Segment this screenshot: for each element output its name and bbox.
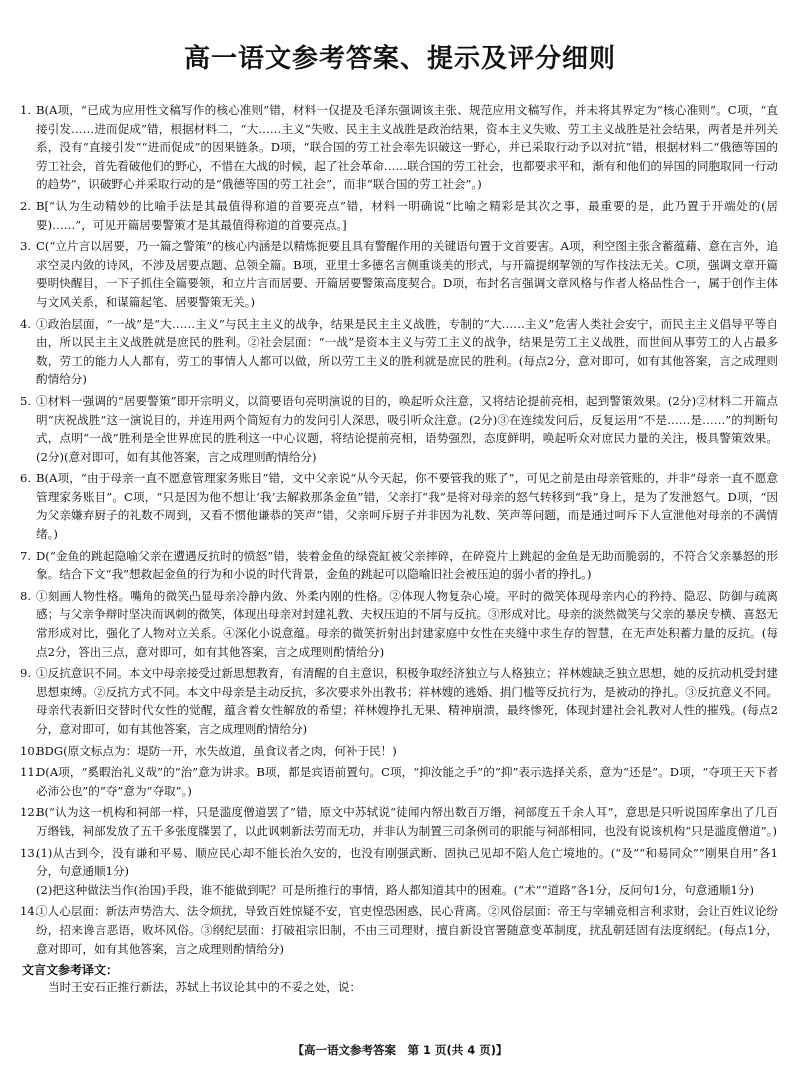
page-title: 高一语文参考答案、提示及评分细则 [183, 44, 616, 74]
answer-item [22, 664, 778, 738]
answer-item [22, 197, 778, 234]
answer-number: 6. [20, 471, 32, 486]
answer-item [22, 803, 778, 840]
answer-text: B(A项，“已成为应用性文稿写作的核心准则”错，材料一仅提及毛泽东强调该主张、规范应用文稿写作，并未将其界定为“核心准则”。C项，“直接引发……进而促成”错，根据材料二，“大……主义”失败、民主主义战胜是政治结果，资本主义失败、劳工主义战胜是社会结果，两者是并列关系，没有“直接引发”“进而促成”的因果链条。D项，“联合国的劳工社会率先识破这一野心，并已采取行动予以对抗”错，根据材料二“俄德等国的劳工社会，首先看破他们的野心，不惜在大战的时候，起了社会革命……联合国的劳工社会，也都要求平和，渐有和他们的异国的同胞取同一行动的趋势”，识破野心并采取行动的是“俄德等国的劳工社会”，而非“联合国的劳工社会”。) [36, 103, 779, 192]
answer-number: 7. [20, 548, 32, 563]
answer-text: (1)从古到今，没有谦和平易、顺应民心却不能长治久安的，也没有刚强武断、固执己见却不陷人危亡境地的。(“及”“和易同众”“刚果自用”各1分，句意通顺1分) [36, 845, 778, 879]
answer-text: B(A项，“由于母亲一直不愿意管理家务账目”错，文中父亲说“从今天起，你不要管我的账了”，可见之前是由母亲管账的，并非“母亲一直不愿意管理家务账目”。C项，“只是因为他不想让‘我’去解救那条金鱼”错，父亲打“我”是将对母亲的怒气转移到“我”身上，是为了发泄怒气。D项，“因为父亲嫌弃厨子的礼数不周到，又看不惯他谦恭的笑声”错，父亲呵斥厨子并非因为礼数、笑声等问题，而是通过呵斥下人宣泄他对母亲的不满情绪。) [36, 471, 778, 542]
answer-number: 3. [20, 239, 32, 254]
answer-subtext: (2)把这种做法当作(治国)手段，谁不能做到呢？可是所推行的事情，路人都知道其中的困难。(“术”“道路”各1分，反问句1分，句意通顺1分) [36, 882, 755, 897]
answer-number: 10. [20, 743, 39, 758]
answer-number: 9. [20, 666, 32, 681]
answer-item [22, 547, 778, 584]
answer-number: 14. [20, 904, 39, 919]
page-footer: 【高一语文参考答案 第 1 页(共 4 页)】 [292, 1043, 508, 1057]
answer-item [22, 101, 778, 194]
answer-item [22, 844, 778, 900]
answer-item [22, 742, 778, 761]
answer-text: B[“认为生动精妙的比喻手法是其最值得称道的首要亮点”错，材料一明确说“比喻之精彩是其次之事，最重要的是，此乃置于开端处的(居要)……”，可见开篇居要警策才是其最值得称道的首要亮点。] [36, 198, 778, 232]
answer-item [22, 587, 778, 661]
answer-text: ①刻画人物性格。嘴角的微笑凸显母亲冷静内敛、外柔内刚的性格。②体现人物复杂心境。平时的微笑体现母亲内心的矜持、隐忍、防御与疏离感；与父亲争辩时坚决而讽刺的微笑，体现出母亲对封建礼教、夫权压迫的不屑与反抗。③形成对比。母亲的淡然微笑与父亲的暴戾专横、喜怒无常形成对比，强化了人物对立关系。④深化小说意蕴。母亲的微笑折射出封建家庭中女性在夹缝中求生存的智慧，在无声处积蓄力量的反抗。(每点2分，答出三点，意对即可，如有其他答案，言之成理则酌情给分) [36, 588, 779, 659]
answer-number: 13. [20, 845, 39, 860]
answer-item [22, 763, 778, 800]
answer-text: B(“认为这一机构和祠部一样，只是滥度僧道罢了”错，原文中苏轼说“徒闻内帑出数百万缗，祠部度五千余人耳”，意思是只听说国库拿出了几百万缗钱，祠部发放了五千多张度牒罢了，以此讽刺新法劳而无功，并非认为制置三司条例司的职能与祠部相同，也没有说该机构“只是滥度僧道”。) [36, 805, 778, 838]
answer-text: ①材料一强调的“居要警策”即开宗明义，以简要语句亮明演说的目的，唤起听众注意，又将结论提前亮相，起到警策效果。(2分)②材料二开篇点明“庆祝战胜”这一演说目的，并连用两个简短有力的发问引人深思，吸引听众注意。(2分)③在连续发问后，反复运用“不是……是……”的判断句式，点明“一战”胜利是全世界庶民的胜利这一中心议题，将结论提前亮相，语势强烈，态度鲜明，唤起听众对庶民力量的关注，极具警策效果。(2分)(意对即可，如有其他答案，言之成理则酌情给分) [36, 393, 778, 464]
answer-item [22, 902, 778, 958]
answer-item [22, 237, 778, 311]
answer-number: 1. [20, 103, 32, 117]
answer-text: ①政治层面，“一战”是“大……主义”与民主主义的战争，结果是民主主义战胜，专制的“大……主义”危害人类社会安宁，而民主主义倡导平等自由，所以民主主义战胜就是庶民的胜利。②社会层面：“一战”是资本主义与劳工主义的战争，结果是劳工主义战胜，而世间从事劳工的人占最多数，劳工的能力人人都有，劳工的事情人人都可以做，所以劳工主义的胜利就是庶民的胜利。(每点2分，意对即可，如有其他答案，言之成理则酌情给分) [36, 316, 778, 387]
answer-number: 12. [20, 805, 39, 820]
answer-text: BDG(原文标点为：堤防一开，水失故道，虽食议者之肉，何补于民！) [36, 743, 397, 758]
answer-text: D(A项，“奚暇治礼义哉”的“治”意为讲求。B项，都是宾语前置句。C项，“抑汝能之手”的“抑”表示选择关系，意为“还是”。D项，“夺项王天下者必沛公也”的“夺”意为“夺取”。) [36, 765, 778, 798]
answer-number: 4. [20, 316, 32, 331]
answer-text: ①人心层面：新法声势浩大、法令烦扰，导致百姓惊疑不安，官吏惶恐困惑，民心背离。②风俗层面：帝王与宰辅竞相言利求财，会让百姓议论纷纷，招来谗言恶语，败坏风俗。③纲纪层面：打破祖宗旧制，不由三司理财，擅自新设官署随意变革制度，扰乱朝廷固有法度纲纪。(每点1分，意对即可，如有其他答案，言之成理则酌情给分) [36, 904, 779, 956]
answer-list [22, 101, 778, 958]
answer-number: 11. [20, 765, 39, 780]
translation-text: 当时王安石正推行新法，苏轼上书议论其中的不妥之处，说： [48, 980, 362, 995]
answer-item [22, 315, 778, 389]
answer-item [22, 469, 778, 543]
answer-number: 2. [20, 198, 32, 213]
section-title: 文言文参考译文： [22, 963, 119, 978]
answer-text: ①反抗意识不同。本文中母亲接受过新思想教育，有清醒的自主意识，积极争取经济独立与人格独立；祥林嫂缺乏独立思想，她的反抗动机受封建思想束缚。②反抗方式不同。本文中母亲是主动反抗，多次要求外出教书；祥林嫂的逃婚、捐门槛等反抗行为，是被动的挣扎。③反抗意义不同。母亲代表新旧交替时代女性的觉醒，蕴含着女性解放的希望；祥林嫂挣扎无果、精神崩溃，最终惨死，体现封建社会礼教对人性的摧残。(每点2分，意对即可，如有其他答案，言之成理则酌情给分) [36, 666, 779, 736]
answer-item [22, 392, 778, 466]
answer-number: 5. [20, 393, 32, 408]
answer-number: 8. [20, 588, 32, 603]
answer-text: C(“立片言以居要，乃一篇之警策”的核心内涵是以精炼扼要且具有警醒作用的关键语句置于文首要害。A项，利空图主张含蓄蕴藉、意在言外，追求空灵内敛的诗风，不涉及居要点题、总领全篇。B项，亚里士多德名言侧重谈美的形式，与开篇提纲挈领的写作技法无关。C项，强调文章开篇要明快醒目，一下子抓住全篇要领，和立片言而居要、开篇居要警策高度契合。D项，布封名言强调文章风格与作者人格品性合一，属于创作主体与文风关系，和谋篇起笔、居要警策无关。) [36, 239, 778, 309]
answer-text: D(“金鱼的跳起隐喻父亲在遭遇反抗时的愤怒”错，装着金鱼的绿瓷缸被父亲摔碎，在碎瓷片上跳起的金鱼是无助而脆弱的，不符合父亲暴怒的形象。结合下文“我”想救起金鱼的行为和小说的时代背景，金鱼的跳起可以隐喻旧社会被压迫的弱小者的挣扎。) [36, 548, 778, 582]
